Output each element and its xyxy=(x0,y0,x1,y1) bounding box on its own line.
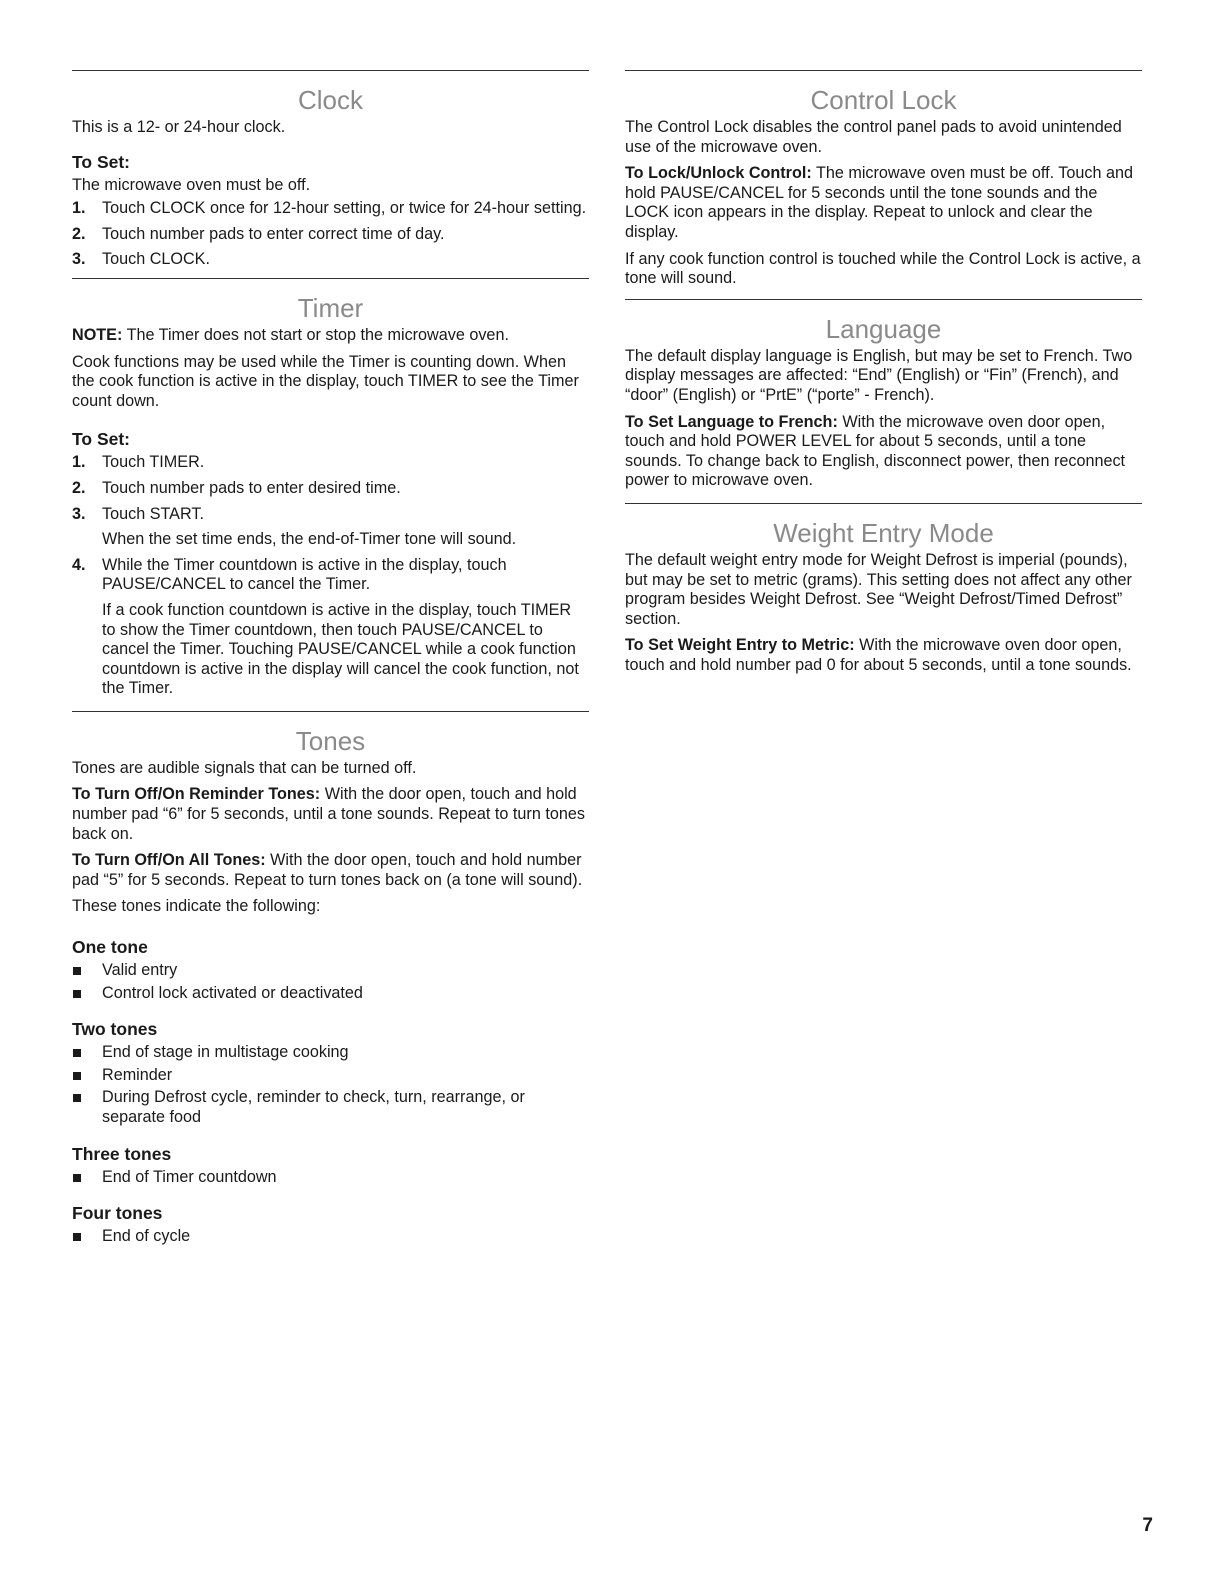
note-text: The Timer does not start or stop the microwave oven. xyxy=(122,325,509,344)
tones-reminder xyxy=(72,785,589,844)
list-item xyxy=(72,984,589,1004)
weight-entry-heading: Weight Entry Mode xyxy=(773,517,994,548)
tones-indicate: These tones indicate the following: xyxy=(72,897,321,916)
step-number: 3. xyxy=(72,250,86,269)
step-number: 2. xyxy=(72,224,86,243)
tones-all xyxy=(72,851,589,890)
clock-intro: This is a 12- or 24-hour clock. xyxy=(72,118,286,136)
step-number: 1. xyxy=(72,453,86,472)
four-tones-list xyxy=(72,1227,589,1247)
all-tones-text: With the door open, touch and hold number pad “5” for 5 seconds. Repeat to turn tones back on (a tone will sound). xyxy=(72,851,583,889)
clock-step xyxy=(72,225,589,245)
clock-step xyxy=(72,250,589,270)
tones-intro: Tones are audible signals that can be turned off. xyxy=(72,758,417,777)
left-column xyxy=(72,70,589,1253)
step-text: Touch CLOCK. xyxy=(102,250,210,269)
clock-step xyxy=(72,199,589,219)
step-number: 4. xyxy=(72,555,86,574)
list-item xyxy=(72,1168,589,1188)
list-item xyxy=(72,1088,589,1127)
list-item xyxy=(72,1066,589,1086)
step-text: Touch number pads to enter correct time of day. xyxy=(102,224,445,243)
one-tone-heading: One tone xyxy=(72,937,148,958)
step-text: Touch number pads to enter desired time. xyxy=(102,478,401,497)
timer-steps xyxy=(72,453,589,699)
reminder-label: To Turn Off/On Reminder Tones: xyxy=(72,785,321,804)
language-set-text: With the microwave oven door open, touch and hold POWER LEVEL for about 5 seconds, until a tone sounds. To change back to English, disconnect power, then reconnect power to microwave oven. xyxy=(625,412,1126,490)
lock-text: The microwave oven must be off. Touch and hold PAUSE/CANCEL for 5 seconds until the tone sounds and the LOCK icon appears in the display. Repeat to unlock and clear the display. xyxy=(625,164,1133,241)
step-text: Touch CLOCK once for 12-hour setting, or twice for 24-hour setting. xyxy=(102,199,587,218)
list-item-text: End of Timer countdown xyxy=(102,1167,277,1186)
timer-paragraph: Cook functions may be used while the Timer is counting down. When the cook function is active in the display, touch TIMER to see the Timer count down. xyxy=(72,352,579,410)
control-lock-intro: The Control Lock disables the control panel pads to avoid unintended use of the microwave oven. xyxy=(625,118,1122,156)
step-number: 1. xyxy=(72,199,86,218)
note-label: NOTE: xyxy=(72,325,123,344)
bullet-icon xyxy=(73,990,81,998)
control-lock-note: If any cook function control is touched while the Control Lock is active, a tone will sound. xyxy=(625,249,1141,288)
list-item-text: Reminder xyxy=(102,1065,173,1084)
timer-step xyxy=(72,453,589,473)
timer-heading: Timer xyxy=(297,292,364,323)
bullet-icon xyxy=(73,1049,81,1057)
step-text: While the Timer countdown is active in the display, touch PAUSE/CANCEL to cancel the Timer. xyxy=(102,555,507,594)
weight-set-text: With the microwave oven door open, touch and hold number pad 0 for about 5 seconds, until a tone sounds. xyxy=(625,636,1132,674)
timer-section xyxy=(72,278,589,699)
step-extra: When the set time ends, the end-of-Timer tone will sound. xyxy=(102,530,517,549)
weight-set-label: To Set Weight Entry to Metric: xyxy=(625,636,855,655)
list-item xyxy=(72,1227,589,1247)
step-number: 2. xyxy=(72,478,86,497)
bullet-icon xyxy=(73,1072,81,1080)
timer-step xyxy=(72,505,589,550)
list-item xyxy=(72,1043,589,1063)
reminder-text: With the door open, touch and hold number pad “6” for 5 seconds, until a tone sounds. Repeat to turn tones back on. xyxy=(72,785,585,843)
weight-entry-instructions xyxy=(625,636,1142,675)
all-tones-label: To Turn Off/On All Tones: xyxy=(72,851,266,870)
language-instructions xyxy=(625,413,1142,491)
timer-step xyxy=(72,479,589,499)
clock-steps xyxy=(72,199,589,270)
control-lock-instructions xyxy=(625,164,1142,242)
clock-heading: Clock xyxy=(297,85,363,115)
list-item-text: During Defrost cycle, reminder to check, turn, rearrange, or separate food xyxy=(102,1088,525,1126)
timer-step xyxy=(72,556,589,699)
four-tones-heading: Four tones xyxy=(72,1203,163,1224)
step-number: 3. xyxy=(72,504,86,523)
control-lock-section xyxy=(625,70,1142,289)
bullet-icon xyxy=(73,967,81,975)
lock-label: To Lock/Unlock Control: xyxy=(625,164,812,183)
language-intro: The default display language is English, but may be set to French. Two display messages are affected: “End” (English) or “Fin” (French), and “door” (English) or “PrtE” (“porte” - French). xyxy=(625,346,1133,404)
list-item-text: Control lock activated or deactivated xyxy=(102,983,363,1002)
language-section xyxy=(625,299,1142,491)
two-tones-list xyxy=(72,1043,589,1127)
step-text: Touch TIMER. xyxy=(102,453,205,472)
page-number: 7 xyxy=(1142,1515,1153,1536)
weight-entry-intro: The default weight entry mode for Weight Defrost is imperial (pounds), but may be set to metric (grams). This setting does not affect any other program besides Weight Defrost. See “Weight Defrost/Timed Defrost” section. xyxy=(625,550,1132,628)
list-item-text: End of cycle xyxy=(102,1227,191,1246)
control-lock-heading: Control Lock xyxy=(810,85,957,115)
two-tones-heading: Two tones xyxy=(72,1019,158,1040)
right-column xyxy=(625,70,1142,682)
clock-section xyxy=(72,70,589,270)
clock-to-set-heading: To Set: xyxy=(72,151,131,172)
list-item-text: End of stage in multistage cooking xyxy=(102,1043,349,1062)
language-heading: Language xyxy=(825,313,942,344)
clock-must-be-off: The microwave oven must be off. xyxy=(72,175,311,194)
step-text: Touch START. xyxy=(102,504,204,523)
step-extra: If a cook function countdown is active in the display, touch TIMER to show the Timer countdown, then touch PAUSE/CANCEL to cancel the Timer. Touching PAUSE/CANCEL while a cook function countdown is active in the display will cancel the cook function, not the Timer. xyxy=(102,600,579,698)
timer-note xyxy=(72,326,589,346)
bullet-icon xyxy=(73,1174,81,1182)
bullet-icon xyxy=(73,1094,81,1102)
tones-section xyxy=(72,711,589,1247)
three-tones-heading: Three tones xyxy=(72,1143,172,1164)
one-tone-list xyxy=(72,961,589,1003)
three-tones-list xyxy=(72,1168,589,1188)
bullet-icon xyxy=(73,1233,81,1241)
weight-entry-section xyxy=(625,503,1142,676)
language-set-label: To Set Language to French: xyxy=(625,412,838,431)
tones-heading: Tones xyxy=(295,725,366,756)
list-item xyxy=(72,961,589,981)
timer-to-set-heading: To Set: xyxy=(72,429,131,450)
list-item-text: Valid entry xyxy=(102,961,178,980)
